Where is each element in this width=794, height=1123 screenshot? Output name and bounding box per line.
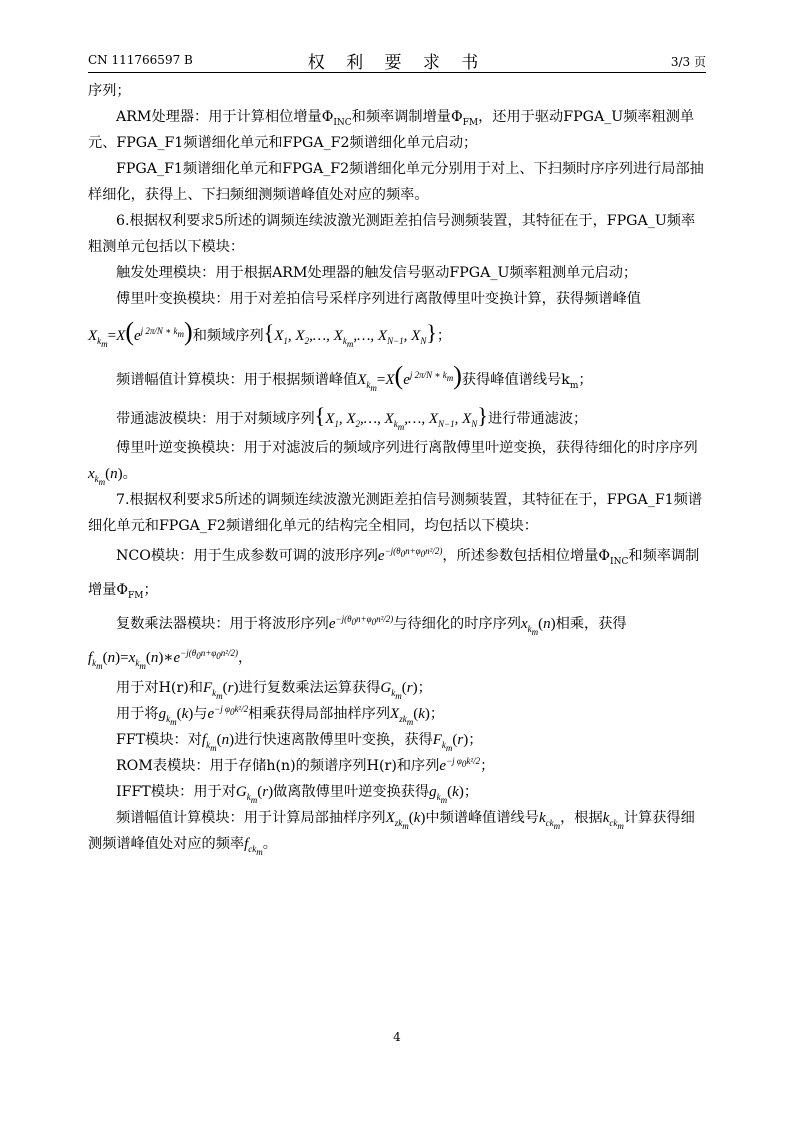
text-line: 用于对H(r)和$F_{k_m}(r)$进行复数乘法运算获得$G_{k_m}(r)$；	[116, 680, 432, 701]
text-line: NCO模块：用于生成参数可调的波形序列$e^{-j(\theta_0n+\varphi_0n^2/2)}$，所述参数包括相位增量$\Phi_{INC}$和频率调制增量$\Phi_{FM}$；	[88, 546, 700, 601]
formula-kckm: $k_{ck_m}$	[538, 810, 561, 831]
text-line: 频谱幅值计算模块：用于根据频谱峰值$X_{k_m}=X(e^{j 2\pi/N ∗ k_m})$获得峰值谱线号$k_m$；	[116, 361, 593, 393]
formula-fckm: $f_{ck_m}$	[244, 836, 263, 857]
formula-peak: $X_{k_m}=X(e^{j 2\pi/N ∗ k_m})$	[357, 361, 462, 393]
text-line: ARM处理器：用于计算相位增量$\Phi_{INC}$和频率调制增量$\Phi_{FM}$，还用于驱动FPGA_U频率粗测单元、FPGA_F1频谱细化单元和FPGA_F2频谱细化单元启动；	[88, 109, 695, 151]
formula-Gkm: $G_{k_m}(r)$	[235, 784, 274, 805]
formula-wave-k: $e^{-j \varphi_0k^2/2}$	[439, 756, 481, 774]
text-line: FFT模块：对$f_{k_m}(n)$进行快速离散傅里叶变换，获得$F_{k_m}(r)$；	[116, 732, 483, 753]
text-line: 复数乘法器模块：用于将波形序列$e^{-j(\theta_0n+\varphi_0n^2/2)}$与待细化的时序序列$x_{k_m}(n)$相乘，获得	[116, 614, 627, 637]
formula-line: $X_{k_m}=X(e^{j 2\pi/N ∗ k_m})$和频域序列{$X_1$, $X_2,\dots$, $X_{k_m},\dots$, $X_{N-1}$, $X_N$}；	[88, 317, 452, 349]
formula-gkm: $g_{k_m}(k)$	[429, 784, 464, 805]
formula-xkm-n: $x_{k_m}(n)$	[88, 466, 123, 487]
claims-body	[88, 78, 706, 857]
text-line: 频谱幅值计算模块：用于计算局部抽样序列$X_{zk_m}(k)$中频谱峰值谱线号$k_{ck_m}$，根据$k_{ck_m}$计算获得细测频谱峰值处对应的频率$f_{ck_m}$。	[88, 810, 695, 857]
formula-Xzkm: $X_{zk_m}(k)$	[390, 706, 430, 727]
claim-6: 6.根据权利要求5所述的调频连续波激光测距差拍信号测频装置，其特征在于，FPGA_U频率粗测单元包括以下模块：	[88, 213, 696, 255]
formula-wave-k: $e^{-j \varphi_0k^2/2}$	[207, 704, 249, 722]
formula-fkm: $f_{k_m}(n)$	[201, 732, 235, 753]
patent-number: CN 111766597 B	[88, 53, 193, 67]
page-header	[88, 48, 706, 73]
formula-kckm: $k_{ck_m}$	[602, 810, 624, 831]
formula-Gkm: $G_{k_m}(r)$	[380, 680, 418, 701]
header-rule	[88, 72, 706, 73]
text-line: 带通滤波模块：用于对频域序列{$X_1$, $X_2,\dots$, $X_{k_m},\dots$, $X_{N-1}$, $X_N$}进行带通滤波；	[116, 403, 588, 432]
text-line: 傅里叶逆变换模块：用于对滤波后的频域序列进行离散傅里叶逆变换，获得待细化的时序序列$x_{k_m}(n)$。	[88, 440, 698, 487]
claim-7: 7.根据权利要求5所述的调频连续波激光测距差拍信号测频装置，其特征在于，FPGA_F1频谱细化单元和FPGA_F2频谱细化单元的结构完全相同，均包括以下模块：	[88, 492, 703, 534]
formula-wave: $e^{-j(\theta_0n+\varphi_0n^2/2)}$	[328, 614, 394, 632]
text-line: FPGA_F1频谱细化单元和FPGA_F2频谱细化单元分别用于对上、下扫频时序序列进行局部抽样细化，获得上、下扫频细测频谱峰值处对应的频率。	[88, 161, 704, 203]
formula-freq-seq: {$X_1$, $X_2,\dots$, $X_{k_m},\dots$, $X_{N-1}$, $X_N$}	[314, 403, 488, 432]
formula-xkm-n: $x_{k_m}(n)$	[520, 616, 556, 637]
page-number: 4	[393, 1030, 401, 1044]
formula-freq-seq: {$X_1$, $X_2,\dots$, $X_{k_m},\dots$, $X_{N-1}$, $X_N$}	[263, 320, 437, 349]
formula-Fkm: $F_{k_m}(r)$	[432, 732, 469, 753]
text-line: IFFT模块：用于对$G_{k_m}(r)$做离散傅里叶逆变换获得$g_{k_m}(k)$；	[116, 784, 479, 805]
formula-Xzkm: $X_{zk_m}(k)$	[385, 810, 426, 831]
text-line: ROM表模块：用于存储h(n)的频谱序列H(r)和序列$e^{-j \varphi_0k^2/2}$；	[116, 756, 495, 774]
formula-fkm: $f_{k_m}(n)=x_{k_m}(n)∗e^{-j(\theta_0n+\varphi_0n^2/2)}$	[88, 648, 238, 671]
document-title: 权 利 要 求 书	[307, 53, 487, 73]
text-line: 用于将$g_{k_m}(k)$与$e^{-j \varphi_0k^2/2}$相乘获得局部抽样序列$X_{zk_m}(k)$；	[116, 704, 445, 727]
text-line: 触发处理模块：用于根据ARM处理器的触发信号驱动FPGA_U频率粗测单元启动；	[116, 265, 638, 281]
formula-Fkm: $F_{k_m}(r)$	[202, 680, 239, 701]
formula-gkm: $g_{k_m}(k)$	[158, 706, 194, 727]
text-line: 傅里叶变换模块：用于对差拍信号采样序列进行离散傅里叶变换计算，获得频谱峰值	[116, 291, 641, 307]
formula-line: $f_{k_m}(n)=x_{k_m}(n)∗e^{-j(\theta_0n+\varphi_0n^2/2)}$，	[88, 648, 253, 671]
page-indicator: 3/3 页	[670, 55, 706, 69]
formula-peak: $X_{k_m}=X(e^{j 2\pi/N ∗ k_m})$	[88, 317, 193, 349]
formula-wave: $e^{-j(\theta_0n+\varphi_0n^2/2)}$	[377, 546, 443, 564]
text-line: 序列；	[88, 83, 131, 99]
